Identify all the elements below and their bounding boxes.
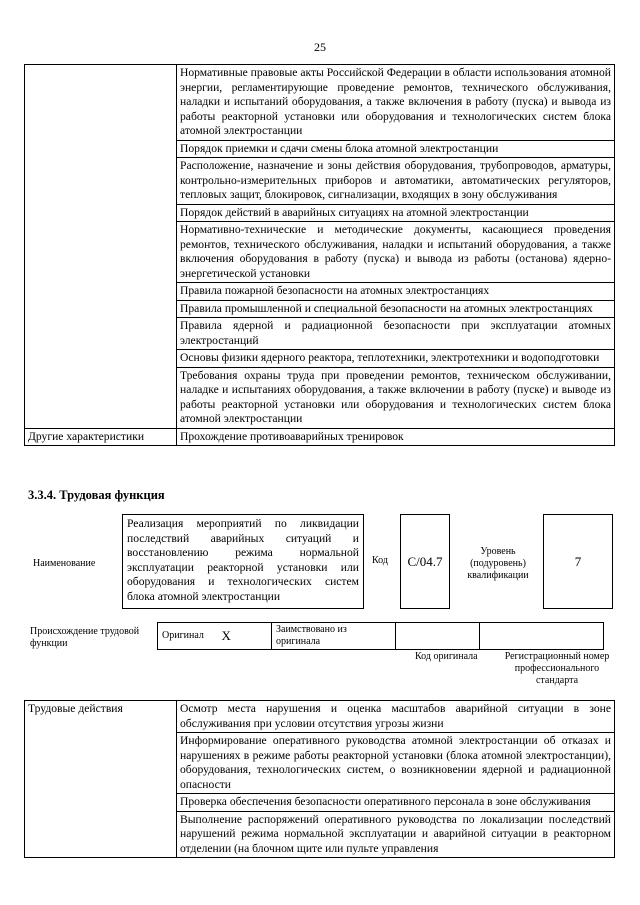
origin-label: Происхождение трудовой функции bbox=[30, 626, 140, 649]
name-label: Наименование bbox=[33, 558, 96, 569]
table-row bbox=[25, 428, 615, 446]
row-text: Выполнение распоряжений оперативного руководства по локализации последствий нарушений режима нормальной эксплуатации и аварийной ситуации в реакторном отделении (на блочном щите или пульте управления bbox=[177, 811, 615, 858]
origin-borrowed-label: Заимствовано из оригинала bbox=[272, 623, 396, 650]
code-value: C/04.7 bbox=[407, 553, 443, 569]
row-text: Проверка обеспечения безопасности оперативного персонала в зоне обслуживания bbox=[177, 794, 615, 812]
reg-number-cell bbox=[480, 623, 604, 650]
origin-original-mark: X bbox=[218, 623, 272, 650]
level-value: 7 bbox=[574, 553, 582, 569]
table-row bbox=[158, 623, 604, 650]
table-row bbox=[25, 65, 615, 141]
row-text: Правила ядерной и радиационной безопасности при эксплуатации атомных электростанций bbox=[177, 318, 615, 350]
code-label: Код bbox=[372, 555, 388, 566]
reg-number-caption: Регистрационный номер профессионального стандарта bbox=[504, 651, 610, 686]
level-value-box bbox=[543, 514, 613, 609]
row-label: Трудовые действия bbox=[25, 701, 177, 858]
row-text: Нормативные правовые акты Российской Федерации в области использования атомной энергии, регламентирующие проведение ремонтов, технического обслуживания, наладки и испытаний оборудования, а также включения в работу (пуска) и вывода из работы реакторной установки или оборудования и технологических систем блока атомной электростанции bbox=[177, 65, 615, 141]
row-text: Правила промышленной и специальной безопасности на атомных электростанциях bbox=[177, 300, 615, 318]
row-text: Информирование оперативного руководства атомной электростанции об отказах и нарушениях в режиме работы реакторной установки (блока атомной электростанции), оборудования, технологических систем, о возникновении ядерной и радиационной опасности bbox=[177, 733, 615, 794]
section-heading: 3.3.4. Трудовая функция bbox=[28, 488, 165, 502]
function-name-box: Реализация мероприятий по ликвидации последствий аварийных ситуаций и восстановлению режима нормальной эксплуатации реакторной установки или оборудования и технологических систем блока атомной электростанции bbox=[122, 514, 364, 609]
code-original-caption: Код оригинала bbox=[415, 651, 478, 662]
table-row bbox=[25, 701, 615, 733]
row-text: Расположение, назначение и зоны действия оборудования, трубопроводов, арматуры, контрольно-измерительных приборов и автоматики, автоматических регуляторов, тепловых защит, блокировок, сигнализации, входящих в зону обслуживания bbox=[177, 158, 615, 205]
origin-original-label: Оригинал bbox=[158, 623, 218, 650]
labor-actions-table bbox=[24, 700, 615, 858]
row-label bbox=[25, 65, 177, 429]
code-value-box bbox=[400, 514, 450, 609]
row-text: Нормативно-технические и методические документы, касающиеся проведения ремонтов, технического обслуживания, наладки и испытаний оборудования, а также включения оборудования в работу (пуска) и вывода из работы (останова) ядерно-энергетической установки bbox=[177, 222, 615, 283]
row-text: Порядок действий в аварийных ситуациях на атомной электростанции bbox=[177, 204, 615, 222]
row-text: Основы физики ядерного реактора, теплотехники, электротехники и водоподготовки bbox=[177, 350, 615, 368]
row-text: Осмотр места нарушения и оценка масштабов аварийной ситуации в зоне обслуживания при условии отсутствия угрозы жизни bbox=[177, 701, 615, 733]
row-text: Требования охраны труда при проведении ремонтов, техническом обслуживании, наладке и испытаниях оборудования, а также включении в работу (пуске) и выводе из работы реакторной установки или оборудования и технологических систем блока атомной электростанции bbox=[177, 367, 615, 428]
row-text: Прохождение противоаварийных тренировок bbox=[177, 428, 615, 446]
row-label: Другие характеристики bbox=[25, 428, 177, 446]
row-text: Порядок приемки и сдачи смены блока атомной электростанции bbox=[177, 140, 615, 158]
code-original-cell bbox=[396, 623, 480, 650]
row-text: Правила пожарной безопасности на атомных электростанциях bbox=[177, 283, 615, 301]
origin-table bbox=[157, 622, 604, 650]
page-number: 25 bbox=[314, 40, 326, 54]
knowledge-table bbox=[24, 64, 615, 446]
level-label: Уровень (подуровень) квалификации bbox=[467, 546, 529, 581]
